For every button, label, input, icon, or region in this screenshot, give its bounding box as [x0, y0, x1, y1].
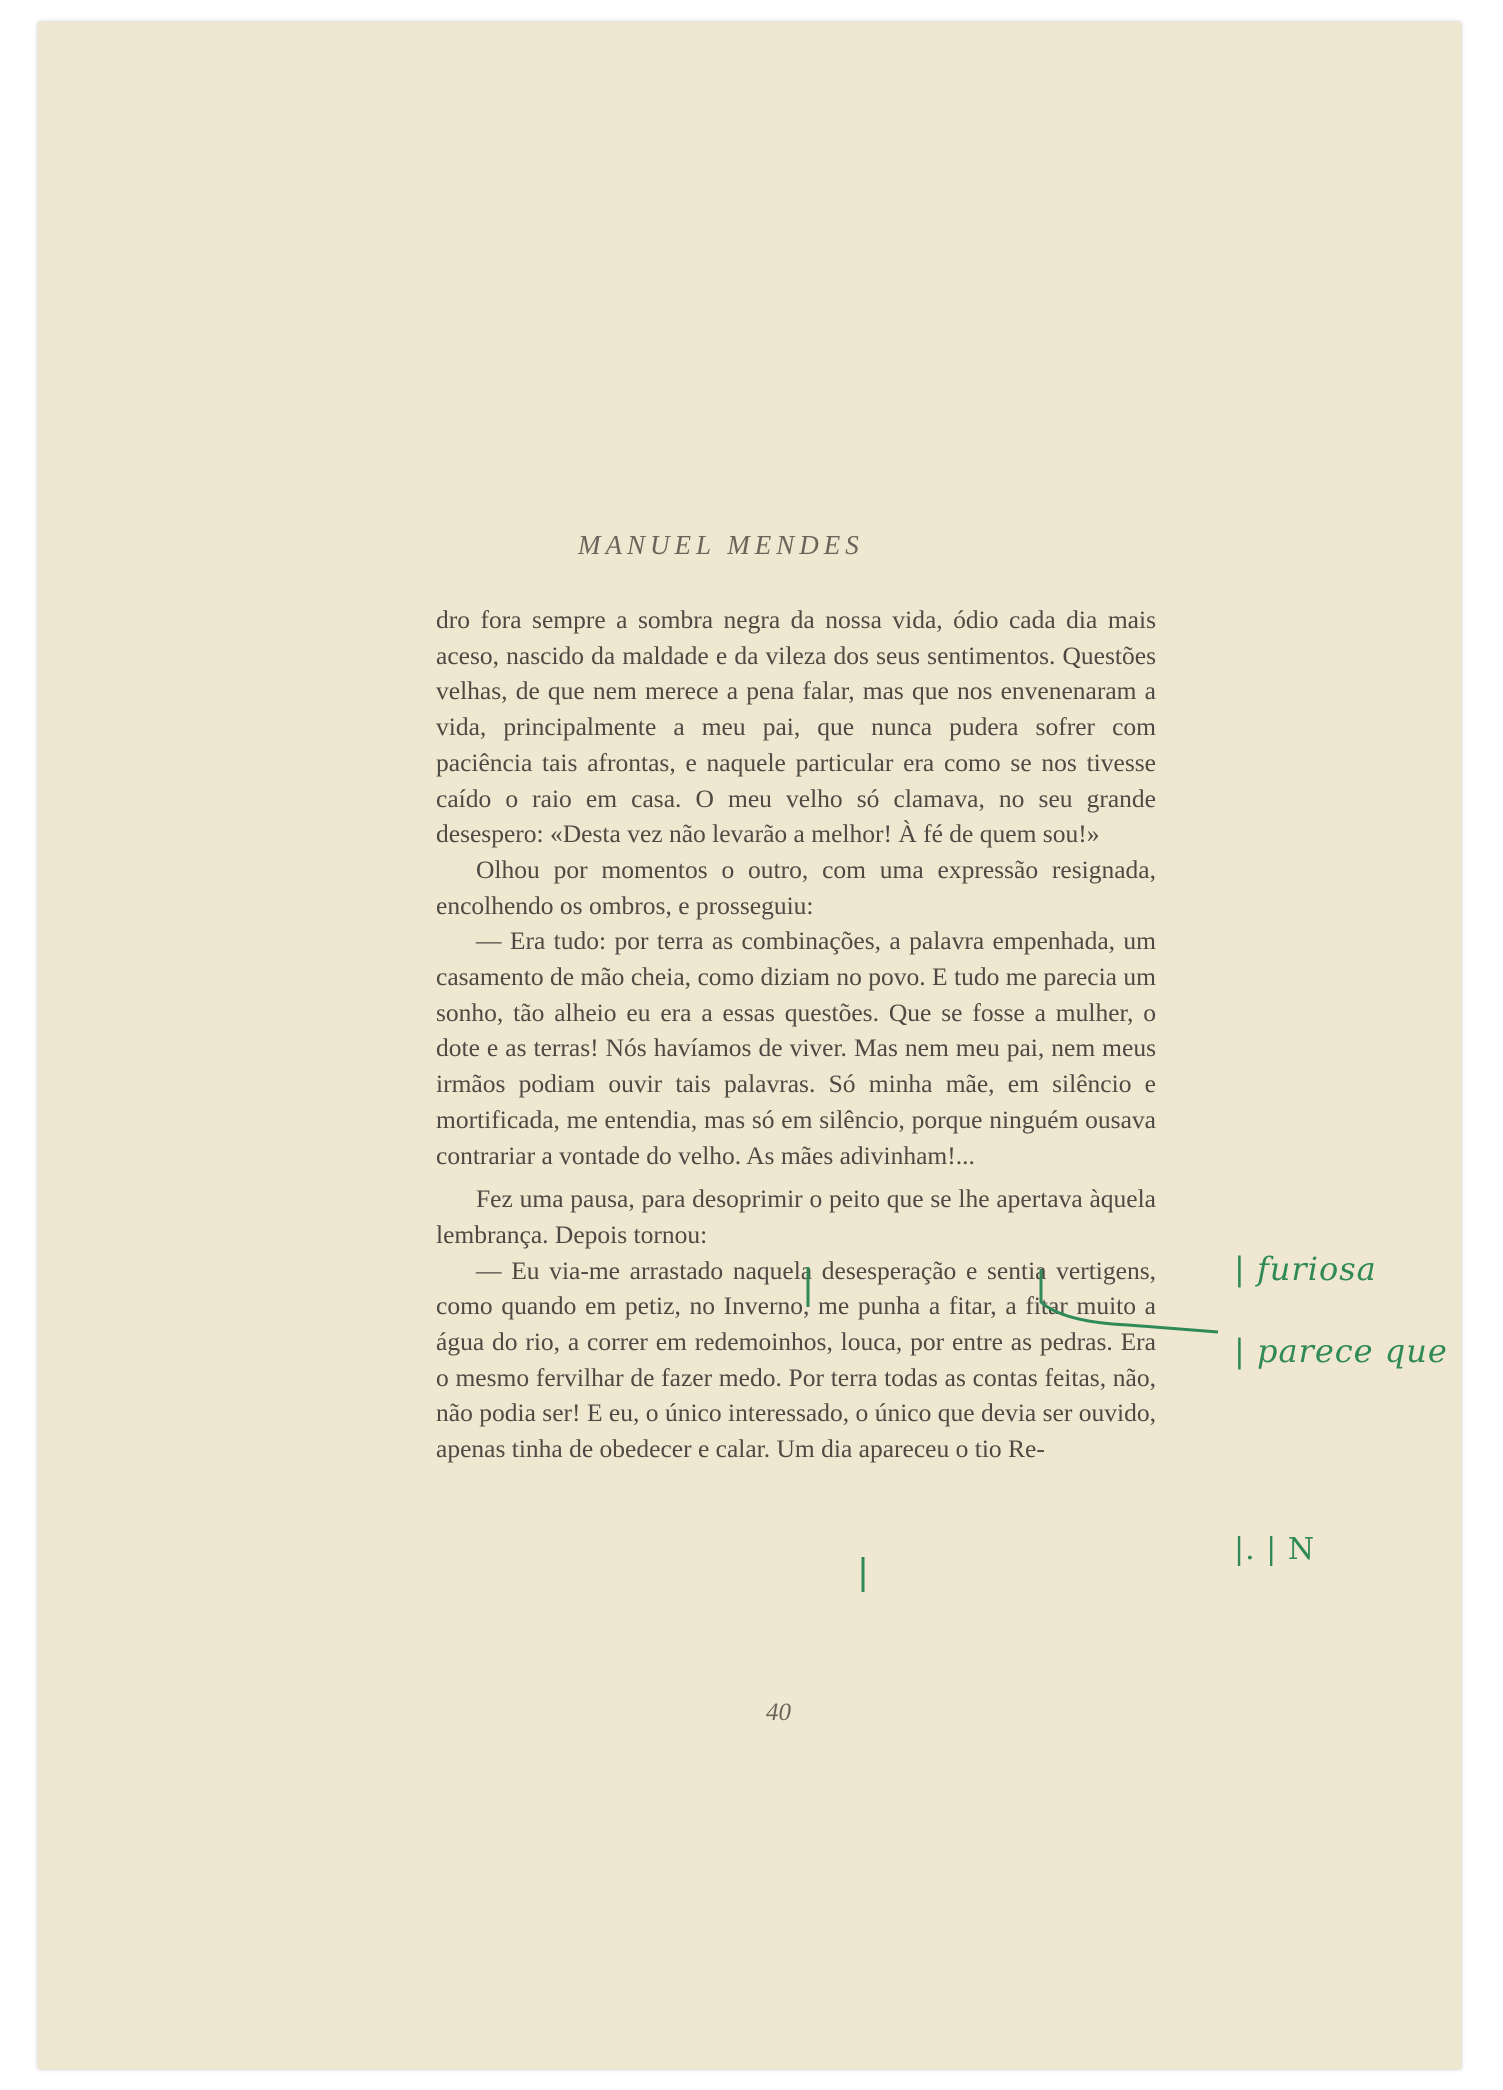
- handwritten-note-parece-que: | parece que: [1234, 1332, 1448, 1370]
- running-head: MANUEL MENDES: [578, 530, 864, 560]
- page-number: 40: [766, 1699, 791, 1726]
- paragraph-3: — Era tudo: por terra as combinações, a palavra empenhada, um casamento de mão cheia, como diziam no povo. E tudo me parecia um sonho, tão alheio eu era a essas questões. Que se fosse a mulher, o dote e as terras! Nós havíamos de viver. Mas nem meu pai, nem meus irmãos podiam ouvir tais palavras. Só minha mãe, em silêncio e mortificada, me entendia, mas só em silêncio, porque ninguém ousava contrariar a vontade do velho. As mães adivinham!...: [436, 926, 1156, 1170]
- handwritten-note-furiosa: | furiosa: [1234, 1250, 1377, 1288]
- page-sheet: [38, 22, 1461, 2069]
- paragraph-5: — Eu via-me arrastado naquela desesperação e sentia vertigens, como quando em petiz, no Inverno, me punha a fitar, a fitar muito a água do rio, a correr em redemoinhos, louca, por entre as pedras. Era o mesmo fervilhar de fazer medo. Por terra todas as contas feitas, não, não podia ser! E eu, o único interessado, o único que devia ser ouvido, apenas tinha de obedecer e calar. Um dia apareceu o tio Re-: [436, 1255, 1156, 1464]
- paragraph-4: Fez uma pausa, para desoprimir o peito que se lhe apertava àquela lembrança. Depois tornou:: [436, 1184, 1156, 1249]
- handwritten-note-proof-mark: |. | N: [1234, 1532, 1316, 1567]
- proof-line-1: [1041, 1269, 1218, 1332]
- proof-correction-marks: [38, 22, 1461, 2069]
- paragraph-2: Olhou por momentos o outro, com uma expressão resignada, encolhendo os ombros, e prosseguiu:: [436, 854, 1156, 920]
- paragraph-1: dro fora sempre a sombra negra da nossa vida, ódio cada dia mais aceso, nascido da maldade e da vileza dos seus sentimentos. Questões velhas, de que nem merece a pena falar, mas que nos envenenaram a vida, principalmente a meu pai, que nunca pudera sofrer com paciência tais afrontas, e naquele particular era como se nos tivesse caído o raio em casa. O meu velho só clamava, no seu grande desespero: «Desta vez não levarão a melhor! À fé de quem sou!»: [436, 605, 1156, 849]
